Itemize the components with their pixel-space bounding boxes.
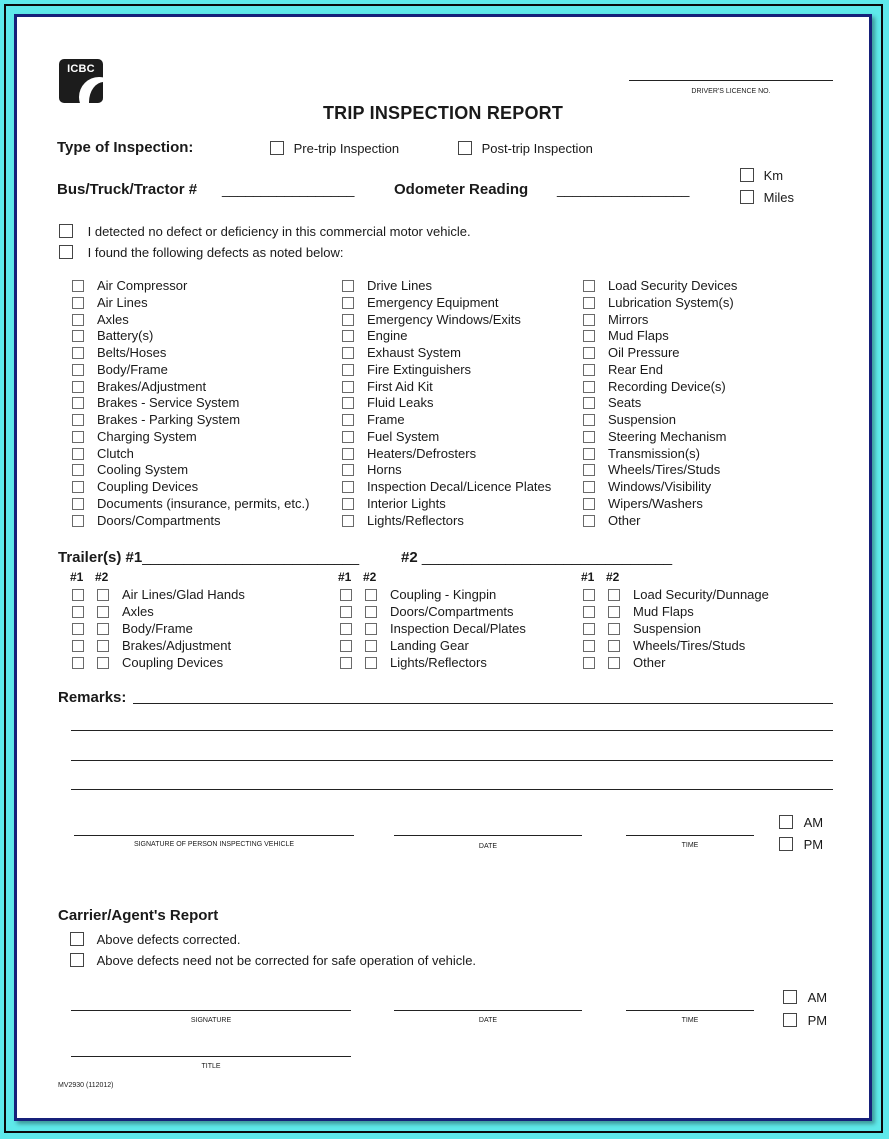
defect-checkbox[interactable] [342,481,354,493]
defect-label: Documents (insurance, permits, etc.) [97,495,310,511]
trailer-defect-label: Coupling Devices [122,654,224,670]
post-trip-checkbox[interactable] [458,141,472,155]
defect-label: Heaters/Defrosters [367,445,477,461]
defect-label: Inspection Decal/Licence Plates [367,479,552,494]
trailer-2-checkbox[interactable] [97,589,109,601]
trailer-2-checkbox[interactable] [365,606,377,618]
inspector-signature-field[interactable] [74,835,354,836]
unit-number-field[interactable]: _________________ [222,181,355,197]
remarks-line-4[interactable] [71,789,833,790]
trailer-column-header: #1 [581,570,595,584]
defects-found-option[interactable] [59,245,343,260]
trailer-1-checkbox[interactable] [72,623,84,635]
defect-label: Emergency Equipment [367,294,499,310]
defect-label: Engine [367,328,408,344]
defect-checkbox[interactable] [342,397,354,409]
post-trip-label: Post-trip Inspection [481,141,593,156]
trailer-defect-label: Suspension [633,620,701,636]
defect-label: Interior Lights [367,495,446,511]
defect-label: Battery(s) [97,328,154,344]
no-defect-checkbox[interactable] [59,224,73,238]
defect-label: Fire Extinguishers [367,361,472,377]
trailer-2-checkbox[interactable] [608,623,620,635]
miles-label: Miles [763,190,794,205]
defect-label: Frame [367,412,405,427]
km-checkbox[interactable] [740,168,754,182]
defect-checkbox[interactable] [342,347,354,359]
inspection-date-label: DATE [478,843,498,850]
defect-checkbox[interactable] [583,330,595,342]
post-trip-option[interactable] [458,141,593,156]
trailer-2-checkbox[interactable] [608,606,620,618]
defect-checkbox[interactable] [583,347,595,359]
inspector-signature-label: SIGNATURE OF PERSON INSPECTING VEHICLE [133,841,295,848]
trailer-column-header: #1 [338,570,352,584]
defect-label: Axles [97,311,129,327]
defect-label: Doors/Compartments [97,512,221,528]
defect-checkbox[interactable] [583,381,595,393]
trailer-column-header: #2 [606,570,620,584]
defect-checkbox[interactable] [342,280,354,292]
no-defect-label: I detected no defect or deficiency in this commercial motor vehicle. [87,224,471,239]
trailer-defect-label: Other [633,654,666,670]
defect-checkbox[interactable] [72,448,84,460]
defect-checkbox[interactable] [342,414,354,426]
trailer-1-label-text: Trailer(s) #1 [58,549,143,566]
inspection-am-label: AM [803,815,824,830]
remarks-line-2[interactable] [71,730,833,731]
defect-checkbox[interactable] [342,314,354,326]
trailer-defect-label: Wheels/Tires/Studs [633,637,746,653]
defect-checkbox[interactable] [342,381,354,393]
defect-label: Lubrication System(s) [608,294,734,310]
defect-label: Horns [367,462,402,478]
drivers-licence-label: DRIVER'S LICENCE NO. [691,88,771,95]
defect-label: Load Security Devices [608,278,738,293]
trailer-2-checkbox[interactable] [97,640,109,652]
defect-label: Belts/Hoses [97,345,167,360]
defect-checkbox[interactable] [583,414,595,426]
defects-corrected-option[interactable] [70,932,240,947]
trailer-2-checkbox[interactable] [365,640,377,652]
defect-label: Air Compressor [97,278,188,293]
defect-checkbox[interactable] [72,481,84,493]
miles-option[interactable] [740,190,794,205]
carrier-am-label: AM [807,990,828,1005]
trailer-2-field[interactable]: ______________________________ [421,549,673,566]
inspection-time-field[interactable] [626,835,754,836]
trailer-1-checkbox[interactable] [583,589,595,601]
trailer-1-checkbox[interactable] [583,606,595,618]
defect-label: Coupling Devices [97,479,199,494]
odometer-label: Odometer Reading [394,181,529,198]
defect-checkbox[interactable] [72,364,84,376]
carrier-pm-option[interactable] [783,1013,827,1028]
carrier-am-option[interactable] [783,990,827,1005]
remarks-line-3[interactable] [71,760,833,761]
inspection-date-field[interactable] [394,835,582,836]
remarks-line-1[interactable] [133,703,833,704]
defect-label: First Aid Kit [367,378,433,394]
carrier-pm-checkbox[interactable] [783,1013,797,1027]
no-defect-option[interactable] [59,224,471,239]
trailer-1-checkbox[interactable] [583,623,595,635]
defect-checkbox[interactable] [583,515,595,527]
trailer-1-checkbox[interactable] [340,640,352,652]
defects-not-needed-option[interactable] [70,953,476,968]
defect-label: Wheels/Tires/Studs [608,462,721,478]
defect-checkbox[interactable] [72,280,84,292]
defect-checkbox[interactable] [72,330,84,342]
trailer-1-label [58,549,359,566]
inspection-am-option[interactable] [779,815,823,830]
defect-label: Mirrors [608,311,649,327]
odometer-field[interactable]: _________________ [557,181,690,197]
km-option[interactable] [740,168,783,183]
defect-checkbox[interactable] [583,481,595,493]
form-title: TRIP INSPECTION REPORT [322,103,564,123]
defect-checkbox[interactable] [342,464,354,476]
trailer-defect-label: Landing Gear [390,637,469,653]
trailer-1-checkbox[interactable] [340,589,352,601]
form-page [14,14,872,1121]
trailer-column-header: #2 [363,570,377,584]
defect-label: Oil Pressure [608,345,680,360]
carrier-pm-label: PM [807,1013,828,1028]
trailer-1-checkbox[interactable] [72,589,84,601]
defect-checkbox[interactable] [342,515,354,527]
defect-checkbox[interactable] [342,297,354,309]
remarks-label: Remarks: [58,689,127,706]
defects-not-needed-checkbox[interactable] [70,953,84,967]
trailer-2-checkbox[interactable] [608,640,620,652]
trailer-1-checkbox[interactable] [583,640,595,652]
km-label: Km [763,168,784,183]
carrier-am-checkbox[interactable] [783,990,797,1004]
defects-corrected-checkbox[interactable] [70,932,84,946]
defect-checkbox[interactable] [583,498,595,510]
defects-not-needed-label: Above defects need not be corrected for safe operation of vehicle. [96,953,477,968]
defect-label: Brakes/Adjustment [97,378,207,394]
defect-checkbox[interactable] [72,381,84,393]
defect-checkbox[interactable] [72,397,84,409]
trailer-2-checkbox[interactable] [365,623,377,635]
miles-checkbox[interactable] [740,190,754,204]
trailer-defect-label: Mud Flaps [633,603,694,619]
pre-trip-label: Pre-trip Inspection [293,141,400,156]
defect-checkbox[interactable] [583,397,595,409]
trailer-defect-label: Lights/Reflectors [390,654,487,670]
trailer-1-checkbox[interactable] [72,640,84,652]
trailer-1-checkbox[interactable] [340,606,352,618]
defect-label: Recording Device(s) [608,378,726,394]
defect-label: Rear End [608,361,663,377]
defect-label: Cooling System [97,462,189,478]
defect-checkbox[interactable] [583,431,595,443]
trailer-2-label-text: #2 [401,549,418,566]
pre-trip-checkbox[interactable] [270,141,284,155]
trailer-2-checkbox[interactable] [365,589,377,601]
defect-checkbox[interactable] [72,431,84,443]
defects-found-label: I found the following defects as noted below: [87,245,344,260]
trailer-1-checkbox[interactable] [72,657,84,669]
defect-checkbox[interactable] [72,498,84,510]
trailer-defect-label: Air Lines/Glad Hands [122,587,245,602]
carrier-title-label: TITLE [201,1063,221,1070]
trailer-defect-label: Axles [122,603,154,619]
defect-label: Suspension [608,412,676,427]
defect-checkbox[interactable] [583,280,595,292]
trailer-defect-label: Body/Frame [122,620,193,636]
trailer-column-header: #2 [95,570,109,584]
inspection-time-label: TIME [681,842,699,849]
carrier-signature-field[interactable] [71,1010,351,1011]
inspection-pm-checkbox[interactable] [779,837,793,851]
defect-label: Brakes - Parking System [97,412,241,427]
icbc-logo [59,59,103,103]
defects-found-checkbox[interactable] [59,245,73,259]
defect-label: Wipers/Washers [608,495,703,511]
defect-label: Drive Lines [367,278,433,293]
trailer-defect-label: Inspection Decal/Plates [390,620,526,636]
trailer-column-header: #1 [70,570,84,584]
trailer-2-checkbox[interactable] [365,657,377,669]
trailer-1-checkbox[interactable] [340,623,352,635]
trailer-2-checkbox[interactable] [608,589,620,601]
trailer-2-checkbox[interactable] [97,657,109,669]
defect-checkbox[interactable] [342,498,354,510]
inspection-type-label: Type of Inspection: [57,139,194,156]
drivers-licence-field[interactable] [629,80,833,81]
logo-text: ICBC [67,63,95,75]
defect-label: Fluid Leaks [367,395,434,411]
defect-label: Steering Mechanism [608,428,727,444]
carrier-report-heading: Carrier/Agent's Report [58,907,219,924]
defect-label: Exhaust System [367,345,461,360]
trailer-defect-label: Load Security/Dunnage [633,587,769,602]
trailer-1-field[interactable]: __________________________ [142,549,360,566]
pre-trip-option[interactable] [270,141,399,156]
defect-checkbox[interactable] [342,431,354,443]
inspection-am-checkbox[interactable] [779,815,793,829]
defect-label: Lights/Reflectors [367,512,464,528]
defects-corrected-label: Above defects corrected. [96,932,241,947]
defect-checkbox[interactable] [72,314,84,326]
defect-checkbox[interactable] [342,448,354,460]
inspection-pm-option[interactable] [779,837,823,852]
defect-checkbox[interactable] [72,297,84,309]
carrier-signature-label: SIGNATURE [190,1017,232,1024]
defect-checkbox[interactable] [583,314,595,326]
carrier-title-field[interactable] [71,1056,351,1057]
trailer-defect-label: Brakes/Adjustment [122,637,232,653]
carrier-date-field[interactable] [394,1010,582,1011]
defect-checkbox[interactable] [72,464,84,476]
defect-label: Charging System [97,428,197,444]
defect-checkbox[interactable] [583,448,595,460]
defect-checkbox[interactable] [72,414,84,426]
trailer-1-checkbox[interactable] [340,657,352,669]
defect-label: Transmission(s) [608,445,700,461]
trailer-2-checkbox[interactable] [97,606,109,618]
trailer-1-checkbox[interactable] [583,657,595,669]
trailer-defect-label: Doors/Compartments [390,603,514,619]
defect-checkbox[interactable] [72,347,84,359]
defect-label: Fuel System [367,428,440,444]
defect-checkbox[interactable] [583,364,595,376]
trailer-defect-label: Coupling - Kingpin [390,587,497,602]
defect-checkbox[interactable] [72,515,84,527]
defect-checkbox[interactable] [342,364,354,376]
defect-label: Brakes - Service System [97,395,240,411]
trailer-2-label [401,549,672,566]
defect-checkbox[interactable] [583,297,595,309]
trailer-2-checkbox[interactable] [608,657,620,669]
defect-label: Mud Flaps [608,328,669,344]
defect-label: Emergency Windows/Exits [367,311,521,327]
carrier-time-field[interactable] [626,1010,754,1011]
trailer-2-checkbox[interactable] [97,623,109,635]
defect-checkbox[interactable] [342,330,354,342]
defect-label: Body/Frame [97,361,168,377]
defect-label: Windows/Visibility [608,479,712,494]
defect-label: Seats [608,395,642,411]
defect-checkbox[interactable] [583,464,595,476]
defect-label: Clutch [97,445,134,461]
carrier-date-label: DATE [478,1017,498,1024]
defect-label: Other [608,512,641,528]
inspection-pm-label: PM [803,837,824,852]
carrier-time-label: TIME [681,1017,699,1024]
trailer-1-checkbox[interactable] [72,606,84,618]
form-code: MV2930 (112012) [58,1082,114,1089]
defect-label: Air Lines [97,294,148,310]
unit-number-label: Bus/Truck/Tractor # [57,181,198,198]
